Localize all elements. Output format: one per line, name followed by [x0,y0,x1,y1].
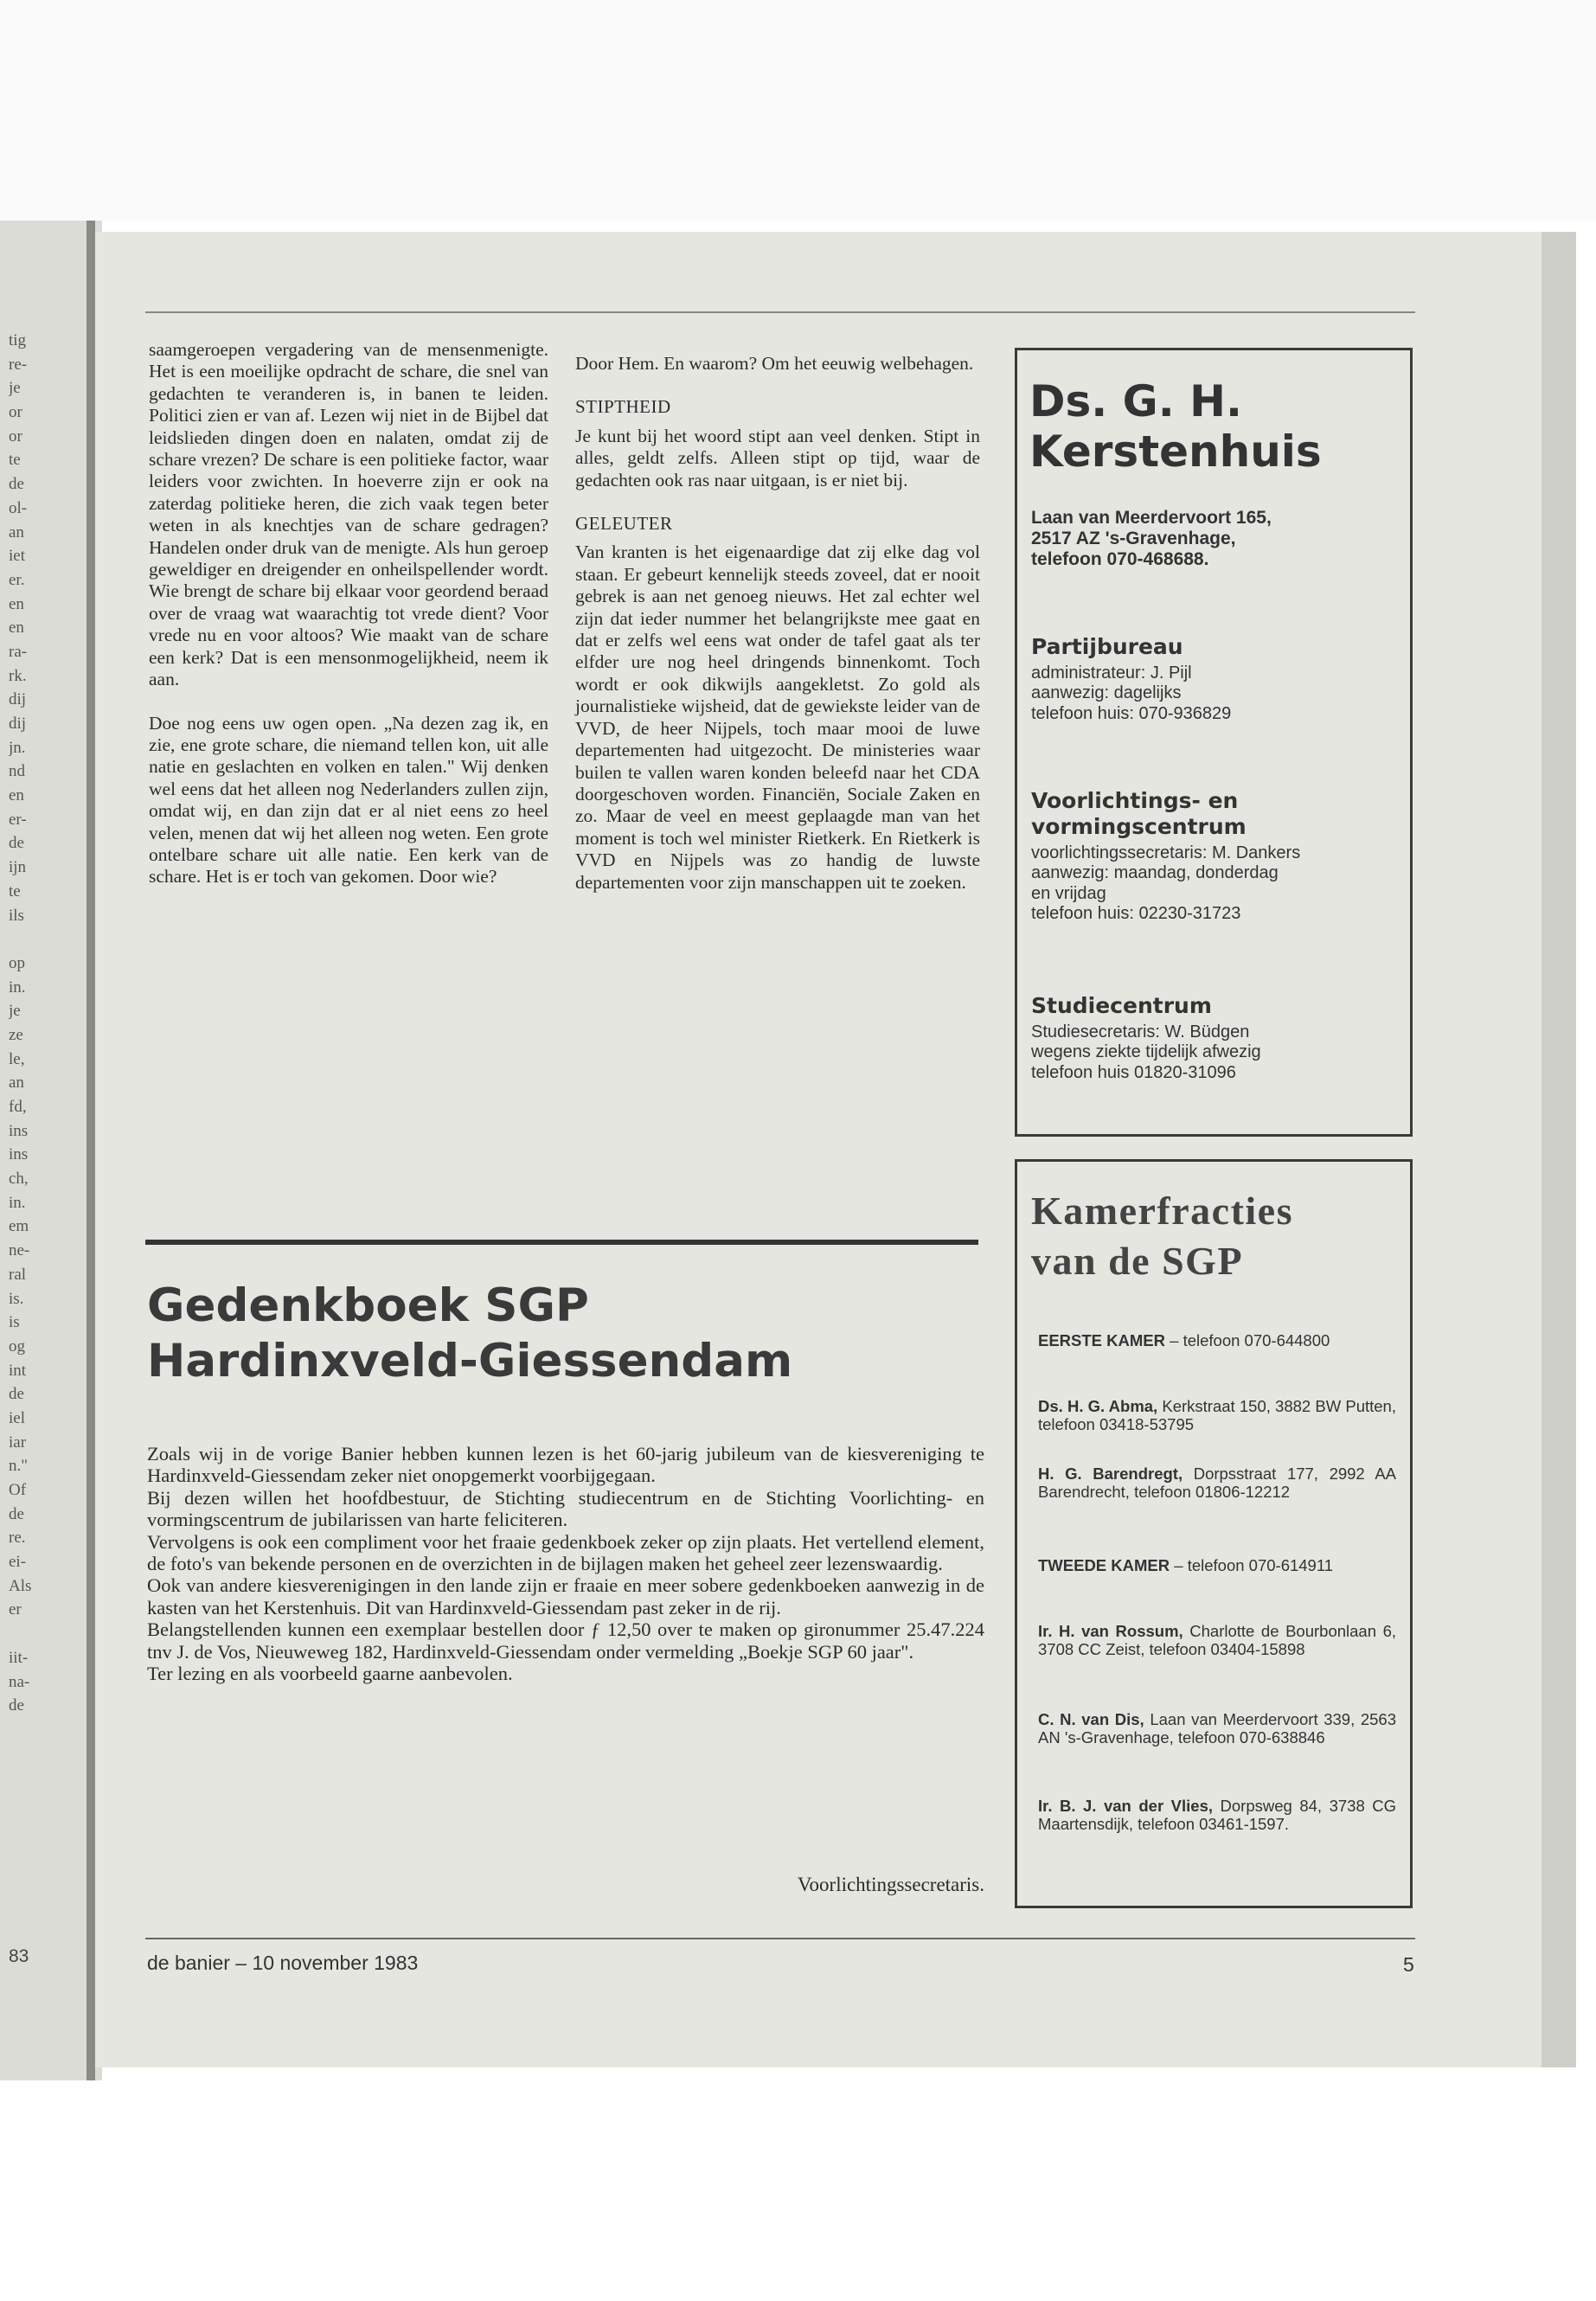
footer-page-number: 5 [1403,1953,1414,1976]
fractie-entry: Ds. H. G. Abma, Kerkstraat 150, 3882 BW Putten, telefoon 03418-53795 [1038,1397,1396,1434]
section-partijbureau [1031,634,1401,724]
article-divider [145,1240,978,1245]
kerstenhuis-box [1015,348,1413,1137]
section-heading: STIPTHEID [575,396,671,418]
paragraph: Ter lezing en als voorbeeld gaarne aanbevolen. [147,1663,513,1685]
article-headline: Gedenkboek SGP Hardinxveld-Giessendam [147,1279,793,1388]
top-rule [145,311,1415,313]
article-signature: Voorlichtingssecretaris. [797,1874,984,1895]
binding-edge [87,221,95,2080]
paragraph: Van kranten is het eigenaardige dat zij elke dag vol staan. Er gebeurt kennelijk steeds zoveel, dat er nooit gebrek is aan net genoeg nieuws. Het zal echter wel zijn dat ieder nummer het belangrijkste mee gaat en dat er zelfs wel eens wat onder de tafel gaat als ter elfder ure nog heel dringends binnenkomt. Toch wordt er ook dikwijls aangekletst. Zo gold als journalistieke wijsheid, dat de gewiekste leider van de VVD, de heer Nijpels, toch maar mooi de luwe departementen had uitgezocht. De ministeries waar builen te vallen waren konden beleefd naar het CDA doorgeschoven worden. Financiën, Sociale Zaken en zo. Maar de veel en meest geplaagde man van het moment is toch wel minister Rietkerk. En Rietkerk is VVD en Nijpels was zo handig de luwste departementen voor zijn manschappen uit te zoeken. [575,542,980,893]
section-title: Partijbureau [1031,634,1183,659]
page-edge-shade [1542,232,1576,2067]
fractie-entry: Ir. H. van Rossum, Charlotte de Bourbonlaan 6, 3708 CC Zeist, telefoon 03404-15898 [1038,1622,1396,1659]
section-heading: GELEUTER [575,513,673,535]
article-body [147,1443,984,1684]
footer-rule [145,1938,1415,1939]
paragraph: Ook van andere kiesverenigingen in den lande zijn er fraaie en meer sobere gedenkboeken aanwezig in de kasten van het Kerstenhuis. Dit van Hardinxveld-Giessendam past zeker in de rij. [147,1574,984,1618]
section-details: voorlichtingssecretaris: M. Dankers aanwezig: maandag, donderdag en vrijdag telefoon huis: 02230-31723 [1031,843,1301,924]
address: Laan van Meerdervoort 165, 2517 AZ 's-Gravenhage, telefoon 070-468688. [1031,508,1272,569]
left-page-margin-text: tig re- je or or te de ol- an iet er. en en ra- rk. dij dij jn. nd en er- de ijn te ils op in. je ze le, an fd, ins ins ch, in. em ne- ral is. is og int de iel iar n." Of de re. ei- Als er iit- na- de [9,331,32,1715]
column-2 [575,353,980,915]
section-studiecentrum [1031,993,1401,1083]
paragraph: Doe nog eens uw ogen open. „Na dezen zag ik, en zie, ene grote schare, die niemand tellen kon, uit alle natie en geslachten en volken en talen." Wij denken wel eens dat het alleen nog Nederlanders zullen zijn, omdat wij, en dan zijn dat er al niet eens zo heel velen, menen dat wij het alleen nog weten. Een grote ontelbare schare uit alle natie. Een kerk van de schare. Het is er toch van gekomen. Door wie? [149,712,548,888]
paragraph: Je kunt bij het woord stipt aan veel denken. Stipt in alles, geldt zelfs. Alleen stipt op tijd, waar de gedachten ook ras naar uitgaan, is er niet bij. [575,425,980,490]
footer-publication: de banier – 10 november 1983 [147,1952,419,1974]
section-title: Studiecentrum [1031,993,1212,1018]
paragraph: Vervolgens is ook een compliment voor het fraaie gedenkboek zeker op zijn plaats. Het vertellend element, de foto's van bekende personen en de overzichten in de bijlagen maken het geheel zeer lezenswaardig. [147,1530,984,1575]
fractie-entry: EERSTE KAMER – telefoon 070-644800 [1038,1331,1330,1349]
paragraph: Belangstellenden kunnen een exemplaar bestellen door ƒ 12,50 over te maken op gironummer 25.47.224 tnv J. de Vos, Nieuweweg 182, Hardinxveld-Giessendam onder vermelding „Boekje SGP 60 jaar". [147,1618,984,1663]
box-title: Ds. G. H. Kerstenhuis [1029,376,1322,477]
fractie-entry: C. N. van Dis, Laan van Meerdervoort 339, 2563 AN 's-Gravenhage, telefoon 070-638846 [1038,1710,1397,1747]
paragraph: Bij dezen willen het hoofdbestuur, de Stichting studiecentrum en de Stichting Voorlichting- en vormingscentrum de jubilarissen van harte feliciteren. [147,1486,984,1531]
left-page-number: 83 [9,1946,29,1966]
kamerfracties-box [1015,1159,1413,1908]
section-title: Voorlichtings- en vormingscentrum [1031,788,1247,839]
section-details: administrateur: J. Pijl aanwezig: dagelijks telefoon huis: 070-936829 [1031,663,1232,723]
fractie-entry: TWEEDE KAMER – telefoon 070-614911 [1038,1556,1334,1574]
paragraph: Zoals wij in de vorige Banier hebben kunnen lezen is het 60-jarig jubileum van de kiesvereniging te Hardinxveld-Giessendam zeker niet onopgemerkt voorbijgegaan. [147,1443,984,1487]
box-title: Kamerfracties van de SGP [1031,1189,1294,1283]
fractie-entry: H. G. Barendregt, Dorpsstraat 177, 2992 AA Barendrecht, telefoon 01806-12212 [1038,1465,1396,1502]
paragraph: saamgeroepen vergadering van de mensenmenigte. Het is een moeilijke opdracht de schare, die snel van gedachten te veranderen is, in banen te leiden. Politici zien er van af. Lezen wij niet in de Bijbel dat leidslieden dingen doen en nalaten, omdat zij de schare vrezen? De schare is een politieke factor, waar leiders voor zwichten. In hoeverre zijn er ook na zaterdag politieke heren, die zich vaak tegen beter weten in als knechtjes van de schare gedragen? Handelen onder druk van de menigte. Als hun geroep geweldiger en dreigender en onheilspellender wordt. Wie brengt de schare bij elkaar voor geordend beraad over de vraag wat waarachtig tot vrede dient? Voor vrede nu en voor altoos? Wie maakt van de schare een kerk? Dat is een mensonmogelijkheid, neem ik aan. [149,339,548,690]
paragraph: Door Hem. En waarom? Om het eeuwig welbehagen. [575,353,974,374]
column-1 [149,339,548,910]
fractie-entry: Ir. B. J. van der Vlies, Dorpsweg 84, 3738 CG Maartensdijk, telefoon 03461-1597. [1038,1797,1397,1834]
section-details: Studiesecretaris: W. Büdgen wegens ziekte tijdelijk afwezig telefoon huis 01820-31096 [1031,1022,1261,1082]
section-voorlichtingscentrum [1031,788,1401,925]
scan-background [0,0,1596,221]
